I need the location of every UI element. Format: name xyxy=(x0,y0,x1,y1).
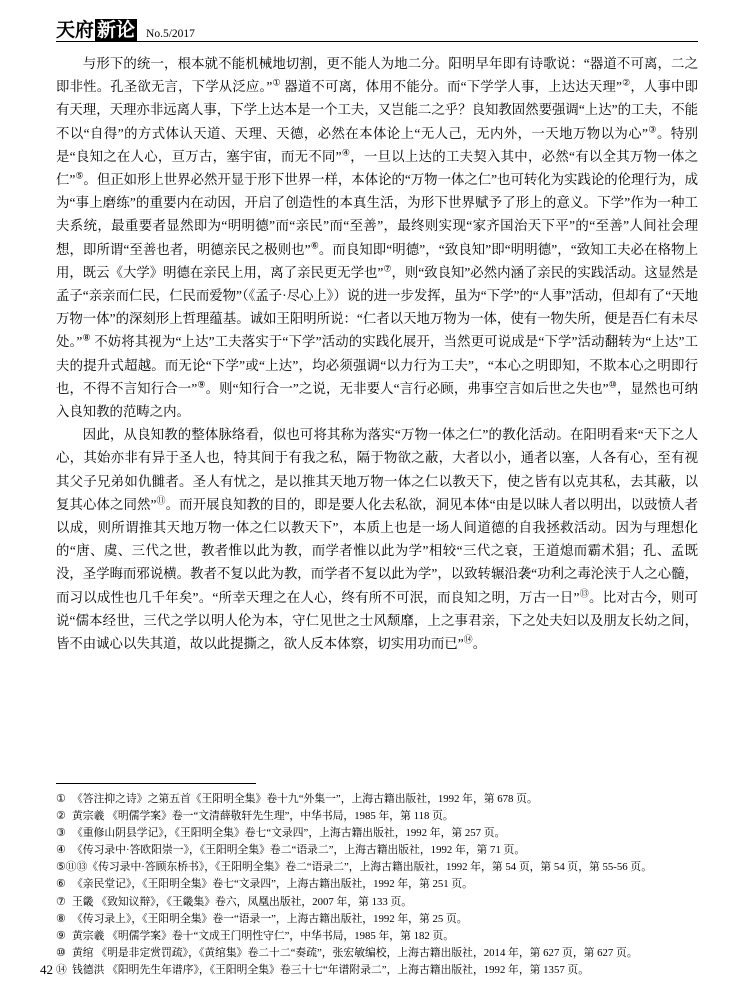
footnote-mark: ⑭ xyxy=(56,963,67,976)
footnote-item xyxy=(56,791,698,808)
footnote-mark: ⑥ xyxy=(56,878,66,891)
issue-number: No.5/2017 xyxy=(146,28,195,40)
footnote-mark: ⑦ xyxy=(56,895,66,908)
footnote-mark: ② xyxy=(56,810,66,823)
footnote-text: 钱德洪 《阳明先生年谱序》，《王阳明全集》卷三十七“年谱附录二”，上海古籍出版社，1992 年，第 1357 页。 xyxy=(72,963,590,976)
footnote-item xyxy=(56,894,698,911)
footnote-text: 《重修山阴县学记》，《王阳明全集》卷七“文录四”，上海古籍出版社，1992 年，第 257 页。 xyxy=(72,827,506,840)
page-number: 42 xyxy=(40,962,53,977)
footnote-divider xyxy=(56,783,256,784)
footnote-mark: ① xyxy=(56,793,66,805)
footnote-text: 王畿 《致知议辩》，《王畿集》卷六，凤凰出版社，2007 年，第 133 页。 xyxy=(72,895,413,908)
footnote-mark: ⑨ xyxy=(56,929,66,942)
footnote-item xyxy=(56,945,698,962)
footnote-mark: ④ xyxy=(56,844,66,857)
footnote-mark: ⑤⑪⑬ xyxy=(56,861,88,874)
footnote-item xyxy=(56,876,698,893)
footnote-item xyxy=(56,859,698,876)
footnote-item xyxy=(56,825,698,842)
footnote-item xyxy=(56,962,698,979)
body-paragraph-2: 因此，从良知教的整体脉络看，似也可将其称为落实“万物一体之仁”的教化活动。在阳明看来“天下之人心，其始亦非有异于圣人也，特其间于有我之私，隔于物欲之蔽，大者以小，通者以塞，人各有心，至有视其父子兄弟如仇雠者。圣人有忧之，是以推其天地万物一体之仁以教天下，使之皆有以克其私，去其蔽，以复其心体之同然”⑪。而开展良知教的目的，即是要人化去私欲，洞见本体“由是以昧人者以明出，以豉愤人者以成，则所谓推其天地万物一体之仁以教天下”，本质上也是一场人间道德的自我拯救活动。因为与理想化的“唐、虞、三代之世，教者惟以此为教，而学者惟以此为学”相较“三代之衰，王道熄而霸术猖；孔、孟既没，圣学晦而邪说横。教者不复以此为教，而学者不复以此为学”，以致转辗沿袭“功利之毒沦浃于人之心髓，而习以成性也几千年矣”。“所幸天理之在人心，终有所不可泯，而良知之明，万古一日”⑬。比对古今，则可说“儒本经世，三代之学以明人伦为本，守仁见世之士风颓靡，上之事君亲，下之处夫妇以及朋友长幼之间，皆不由诚心以失其道，故以此提撕之，欲人反本体察，切实用功而已”⑭。 xyxy=(56,427,699,652)
footnote-text: 《答注抑之诗》之第五首《王阳明全集》卷十九“外集一”，上海古籍出版社，1992 年，第 678 页。 xyxy=(72,793,538,805)
journal-logo-part-a: 天府 xyxy=(56,20,95,41)
footnote-text: 《传习录中·答顾东桥书》，《王阳明全集》卷二“语录二”，上海古籍出版社，1992 年，第 54 页，第 54 页，第 55-56 页。 xyxy=(87,861,652,874)
header-divider xyxy=(56,41,698,42)
footnote-item xyxy=(56,928,698,945)
footnote-text: 《传习录上》，《王阳明全集》卷一“语录一”，上海古籍出版社，1992 年，第 25 页。 xyxy=(72,912,468,925)
footnote-mark: ⑩ xyxy=(56,946,66,959)
footnote-text: 《传习录中·答欧阳崇一》，《王阳明全集》卷二“语录二”，上海古籍出版社，1992 年，第 71 页。 xyxy=(72,844,526,857)
footnote-item xyxy=(56,842,698,859)
journal-logo-part-b: 新论 xyxy=(97,20,136,41)
body-paragraph-1: 与形下的统一，根本就不能机械地切割，更不能人为地二分。阳明早年即有诗歌说：“器道不可离，二之即非性。孔圣欲无言，下学从泛应。”① 器道不可离，体用不能分。而“下学学人事，上达达天理”②，人事中即有天理，天理亦非远离人事，下学上达本是一个工夫，又岂能二之乎？良知教固然要强调“上达”的工夫，不能不以“自得”的方式体认天道、天理、天德，必然在本体论上“无人己，无内外，一天地万物以为心”③。特别是“良知之在人心，亘万古，塞宇宙，而无不同”④，一旦以上达的工夫契入其中，必然“有以全其万物一体之仁”⑤。但正如形上世界必然开显于形下世界一样，本体论的“万物一体之仁”也可转化为实践论的伦理行为，成为“事上磨练”的重要内在动因，开启了创造性的本真生活，为形下世界赋予了形上的意义。下学”作为一种工夫系统，最重要者显然即为“明明德”而“亲民”而“至善”，最终则实现“家齐国治天下平”的“至善”人间社会理想，即所谓“至善也者，明德亲民之极则也”⑥。而良知即“明德”，“致良知”即“明明德”，“致知工夫必在格物上用，既云《大学》明德在亲民上用，离了亲民更无学也”⑦，则“致良知”必然内涵了亲民的实践活动。这显然是孟子“亲亲而仁民，仁民而爱物”（《孟子·尽心上》）说的进一步发挥，虽为“下学”的“人事”活动，但却有了“天地万物一体”的深刻形上哲理蕴基。诚如王阳明所说：“仁者以天地万物为一体，使有一物失所，便是吾仁有未尽处。”⑧ 不妨将其视为“上达”工夫落实于“下学”活动的实践化展开，当然更可说成是“下学”活动翻转为“上达”工夫的提升式超越。而无论“下学”或“上达”，均必须强调“以力行为工夫”，“本心之明即知，不欺本心之明即行也，不得不言知行合一”⑨。则“知行合一”之说，无非要人“言行必顾，弗事空言如后世之失也”⑩，显然也可纳入良知教的范畴之内。 xyxy=(56,56,699,420)
footnote-mark: ⑧ xyxy=(56,912,66,925)
footnote-text: 黄宗羲 《明儒学案》卷十“文成王门明性守仁”，中华书局，1985 年，第 182 页。 xyxy=(72,929,455,942)
footnote-text: 黄绾 《明是非定赏罚疏》，《黄绾集》卷二十二“奏疏”，张宏敏编校，上海古籍出版社，2014 年，第 627 页，第 627 页。 xyxy=(72,946,638,959)
page-header xyxy=(56,12,696,42)
footnote-item xyxy=(56,808,698,825)
journal-logo xyxy=(56,20,137,42)
footnote-list xyxy=(56,791,698,979)
article-body xyxy=(56,52,698,655)
footnote-text: 《亲民堂记》，《王阳明全集》卷七“文录四”，上海古籍出版社，1992 年，第 251 页。 xyxy=(72,878,473,891)
footnote-text: 黄宗羲 《明儒学案》卷一“文清薛敬轩先生理”，中华书局，1985 年，第 118 页。 xyxy=(72,810,454,823)
footnote-mark: ③ xyxy=(56,827,66,840)
footnote-item xyxy=(56,911,698,928)
